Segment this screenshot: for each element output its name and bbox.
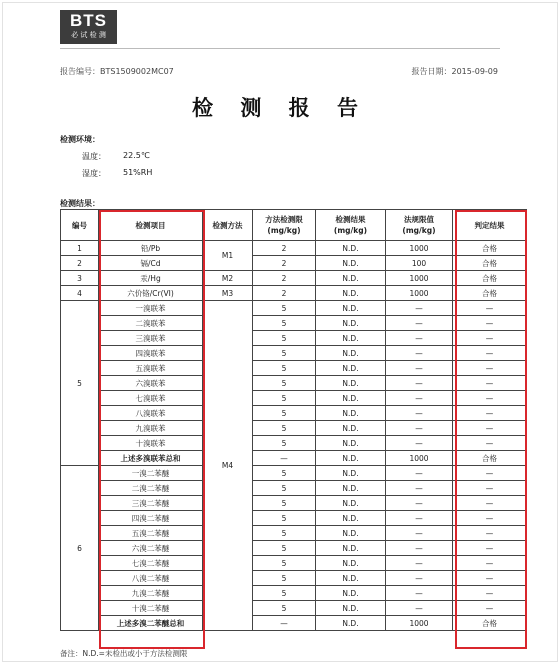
detection-limit-cell: 2 bbox=[253, 271, 316, 286]
verdict-cell: — bbox=[453, 481, 527, 496]
header-method: 检测方法 bbox=[203, 210, 253, 241]
verdict-cell: — bbox=[453, 361, 527, 376]
test-item-cell: 三溴联苯 bbox=[99, 331, 203, 346]
result-cell: N.D. bbox=[316, 346, 386, 361]
test-item-cell: 四溴二苯醚 bbox=[99, 511, 203, 526]
result-cell: N.D. bbox=[316, 616, 386, 631]
verdict-cell: — bbox=[453, 466, 527, 481]
method-cell: M2 bbox=[203, 271, 253, 286]
header-test-item: 检测项目 bbox=[99, 210, 203, 241]
env-value: 51%RH bbox=[123, 168, 153, 177]
regulatory-limit-cell: — bbox=[386, 526, 453, 541]
method-cell: M3 bbox=[203, 286, 253, 301]
detection-limit-cell: 2 bbox=[253, 286, 316, 301]
verdict-cell: — bbox=[453, 406, 527, 421]
test-item-cell: 十溴二苯醚 bbox=[99, 601, 203, 616]
verdict-cell: 合格 bbox=[453, 271, 527, 286]
item-number-cell: 1 bbox=[61, 241, 99, 256]
env-value: 22.5℃ bbox=[123, 151, 150, 160]
detection-limit-cell: 5 bbox=[253, 571, 316, 586]
detection-limit-cell: 5 bbox=[253, 406, 316, 421]
verdict-cell: — bbox=[453, 331, 527, 346]
test-item-cell: 三溴二苯醚 bbox=[99, 496, 203, 511]
detection-limit-cell: 5 bbox=[253, 436, 316, 451]
regulatory-limit-cell: 1000 bbox=[386, 241, 453, 256]
result-cell: N.D. bbox=[316, 601, 386, 616]
verdict-cell: — bbox=[453, 601, 527, 616]
regulatory-limit-cell: — bbox=[386, 406, 453, 421]
regulatory-limit-cell: — bbox=[386, 301, 453, 316]
detection-limit-cell: 5 bbox=[253, 586, 316, 601]
verdict-cell: — bbox=[453, 391, 527, 406]
verdict-cell: — bbox=[453, 376, 527, 391]
result-cell: N.D. bbox=[316, 511, 386, 526]
header-verdict: 判定结果 bbox=[453, 210, 527, 241]
detection-limit-cell: 5 bbox=[253, 391, 316, 406]
result-cell: N.D. bbox=[316, 361, 386, 376]
verdict-cell: — bbox=[453, 301, 527, 316]
test-item-cell: 六溴联苯 bbox=[99, 376, 203, 391]
regulatory-limit-cell: — bbox=[386, 421, 453, 436]
regulatory-limit-cell: — bbox=[386, 496, 453, 511]
regulatory-limit-cell: 1000 bbox=[386, 271, 453, 286]
test-item-cell: 四溴联苯 bbox=[99, 346, 203, 361]
report-date: 报告日期：2015-09-09 bbox=[411, 67, 498, 76]
footnote: 备注：N.D.=未检出或小于方法检测限 bbox=[60, 649, 188, 658]
detection-limit-cell: 5 bbox=[253, 346, 316, 361]
result-cell: N.D. bbox=[316, 286, 386, 301]
regulatory-limit-cell: — bbox=[386, 391, 453, 406]
verdict-cell: — bbox=[453, 496, 527, 511]
regulatory-limit-cell: 1000 bbox=[386, 616, 453, 631]
logo-text: BTS bbox=[70, 11, 107, 30]
test-item-cell: 八溴二苯醚 bbox=[99, 571, 203, 586]
result-cell: N.D. bbox=[316, 421, 386, 436]
detection-limit-cell: — bbox=[253, 616, 316, 631]
header-result: 检测结果 (mg/kg) bbox=[316, 210, 386, 241]
regulatory-limit-cell: — bbox=[386, 481, 453, 496]
detection-limit-cell: 5 bbox=[253, 361, 316, 376]
test-item-cell: 镉/Cd bbox=[99, 256, 203, 271]
regulatory-limit-cell: — bbox=[386, 571, 453, 586]
result-cell: N.D. bbox=[316, 376, 386, 391]
logo-subtext: 必 试 检 测 bbox=[71, 31, 106, 39]
highlight-box-verdict bbox=[455, 210, 527, 649]
detection-limit-cell: — bbox=[253, 451, 316, 466]
result-cell: N.D. bbox=[316, 541, 386, 556]
result-cell: N.D. bbox=[316, 271, 386, 286]
report-number: 报告编号：BTS1509002MC07 bbox=[60, 67, 174, 76]
verdict-cell: — bbox=[453, 571, 527, 586]
result-cell: N.D. bbox=[316, 466, 386, 481]
regulatory-limit-cell: 1000 bbox=[386, 451, 453, 466]
detection-limit-cell: 5 bbox=[253, 601, 316, 616]
verdict-cell: 合格 bbox=[453, 241, 527, 256]
verdict-cell: 合格 bbox=[453, 616, 527, 631]
result-cell: N.D. bbox=[316, 241, 386, 256]
test-item-cell: 五溴二苯醚 bbox=[99, 526, 203, 541]
regulatory-limit-cell: — bbox=[386, 376, 453, 391]
test-item-cell: 六溴二苯醚 bbox=[99, 541, 203, 556]
regulatory-limit-cell: — bbox=[386, 316, 453, 331]
header-divider bbox=[60, 48, 500, 49]
verdict-cell: 合格 bbox=[453, 256, 527, 271]
result-cell: N.D. bbox=[316, 451, 386, 466]
detection-limit-cell: 5 bbox=[253, 496, 316, 511]
detection-limit-cell: 5 bbox=[253, 526, 316, 541]
regulatory-limit-cell: — bbox=[386, 361, 453, 376]
verdict-cell: — bbox=[453, 511, 527, 526]
result-cell: N.D. bbox=[316, 571, 386, 586]
test-item-cell: 铅/Pb bbox=[99, 241, 203, 256]
result-cell: N.D. bbox=[316, 391, 386, 406]
method-cell: M4 bbox=[203, 301, 253, 631]
env-label: 温度： bbox=[82, 152, 106, 161]
regulatory-limit-cell: — bbox=[386, 601, 453, 616]
test-item-cell: 九溴二苯醚 bbox=[99, 586, 203, 601]
result-cell: N.D. bbox=[316, 436, 386, 451]
item-number-cell: 3 bbox=[61, 271, 99, 286]
test-item-cell: 十溴联苯 bbox=[99, 436, 203, 451]
result-cell: N.D. bbox=[316, 481, 386, 496]
verdict-cell: 合格 bbox=[453, 451, 527, 466]
regulatory-limit-cell: — bbox=[386, 586, 453, 601]
verdict-cell: 合格 bbox=[453, 286, 527, 301]
result-cell: N.D. bbox=[316, 556, 386, 571]
verdict-cell: — bbox=[453, 316, 527, 331]
detection-limit-cell: 5 bbox=[253, 466, 316, 481]
method-cell: M1 bbox=[203, 241, 253, 271]
detection-limit-cell: 5 bbox=[253, 316, 316, 331]
verdict-cell: — bbox=[453, 526, 527, 541]
test-item-cell: 一溴联苯 bbox=[99, 301, 203, 316]
detection-limit-cell: 5 bbox=[253, 331, 316, 346]
test-item-cell: 一溴二苯醚 bbox=[99, 466, 203, 481]
verdict-cell: — bbox=[453, 586, 527, 601]
item-number-cell: 5 bbox=[61, 301, 99, 466]
results-heading: 检测结果： bbox=[60, 199, 100, 208]
item-number-cell: 4 bbox=[61, 286, 99, 301]
detection-limit-cell: 5 bbox=[253, 481, 316, 496]
regulatory-limit-cell: — bbox=[386, 556, 453, 571]
test-item-cell: 七溴二苯醚 bbox=[99, 556, 203, 571]
detection-limit-cell: 5 bbox=[253, 376, 316, 391]
verdict-cell: — bbox=[453, 541, 527, 556]
test-item-cell: 九溴联苯 bbox=[99, 421, 203, 436]
test-item-cell: 二溴二苯醚 bbox=[99, 481, 203, 496]
test-item-cell: 七溴联苯 bbox=[99, 391, 203, 406]
verdict-cell: — bbox=[453, 436, 527, 451]
regulatory-limit-cell: — bbox=[386, 331, 453, 346]
item-number-cell: 2 bbox=[61, 256, 99, 271]
result-cell: N.D. bbox=[316, 316, 386, 331]
verdict-cell: — bbox=[453, 556, 527, 571]
detection-limit-cell: 5 bbox=[253, 421, 316, 436]
detection-limit-cell: 2 bbox=[253, 241, 316, 256]
header-detection-limit: 方法检测限 (mg/kg) bbox=[253, 210, 316, 241]
header-regulatory-limit: 法规限值 (mg/kg) bbox=[386, 210, 453, 241]
regulatory-limit-cell: — bbox=[386, 436, 453, 451]
detection-limit-cell: 5 bbox=[253, 541, 316, 556]
regulatory-limit-cell: 1000 bbox=[386, 286, 453, 301]
verdict-cell: — bbox=[453, 421, 527, 436]
regulatory-limit-cell: — bbox=[386, 346, 453, 361]
item-number-cell: 6 bbox=[61, 466, 99, 631]
bts-logo bbox=[60, 10, 117, 44]
test-item-cell: 二溴联苯 bbox=[99, 316, 203, 331]
test-item-cell: 六价铬/Cr(VI) bbox=[99, 286, 203, 301]
result-cell: N.D. bbox=[316, 331, 386, 346]
result-cell: N.D. bbox=[316, 496, 386, 511]
environment-heading: 检测环境： bbox=[60, 135, 100, 144]
detection-limit-cell: 5 bbox=[253, 556, 316, 571]
result-cell: N.D. bbox=[316, 406, 386, 421]
highlight-box-test-items bbox=[99, 210, 205, 649]
result-cell: N.D. bbox=[316, 526, 386, 541]
regulatory-limit-cell: — bbox=[386, 466, 453, 481]
test-item-cell: 上述多溴二苯醚总和 bbox=[99, 616, 203, 631]
regulatory-limit-cell: — bbox=[386, 541, 453, 556]
detection-limit-cell: 2 bbox=[253, 256, 316, 271]
test-item-cell: 上述多溴联苯总和 bbox=[99, 451, 203, 466]
test-item-cell: 八溴联苯 bbox=[99, 406, 203, 421]
verdict-cell: — bbox=[453, 346, 527, 361]
result-cell: N.D. bbox=[316, 256, 386, 271]
page-title: 检 测 报 告 bbox=[192, 95, 368, 120]
detection-limit-cell: 5 bbox=[253, 511, 316, 526]
result-cell: N.D. bbox=[316, 301, 386, 316]
detection-limit-cell: 5 bbox=[253, 301, 316, 316]
test-item-cell: 汞/Hg bbox=[99, 271, 203, 286]
header-no: 编号 bbox=[61, 210, 99, 241]
result-cell: N.D. bbox=[316, 586, 386, 601]
test-item-cell: 五溴联苯 bbox=[99, 361, 203, 376]
regulatory-limit-cell: — bbox=[386, 511, 453, 526]
env-label: 湿度： bbox=[82, 169, 106, 178]
regulatory-limit-cell: 100 bbox=[386, 256, 453, 271]
